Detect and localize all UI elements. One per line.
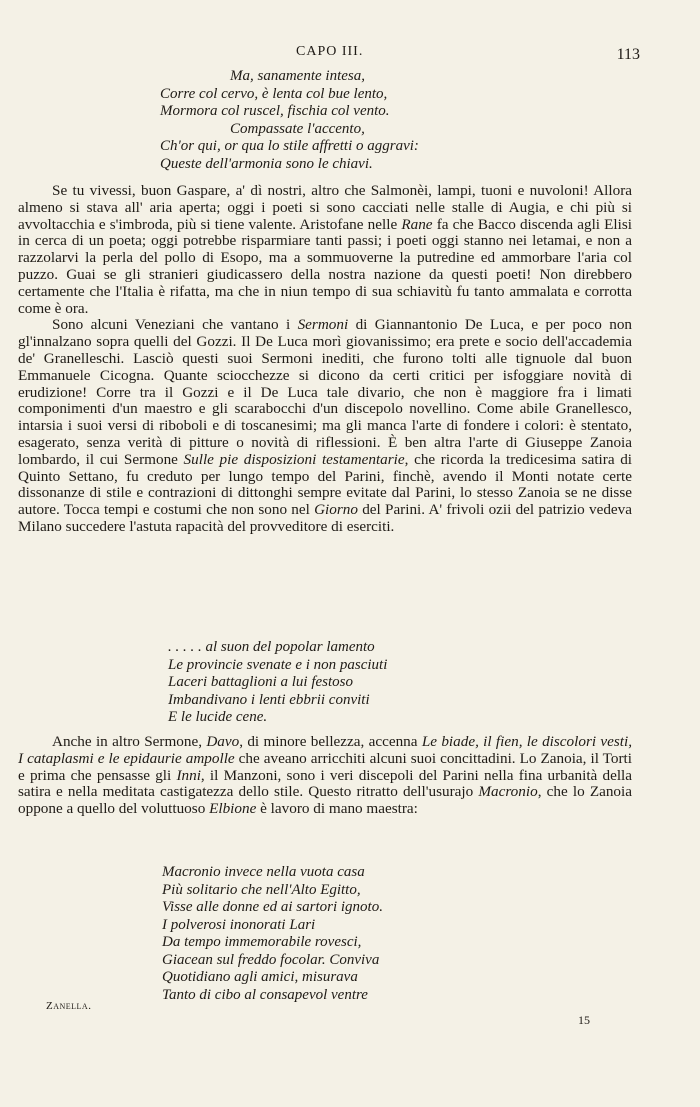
verse-line: Quotidiano agli amici, misurava: [162, 969, 358, 985]
verse-line: . . . . . al suon del popolar lamento: [168, 639, 375, 655]
text-run: , che ricorda la tredicesima satira di Quinto Settano, fu creduto per lungo tempo del Parini, finchè, avendo il Monti notate certe dissonanze di stile e contrazioni di dittonghi sempre evitate dal Parini, lo stesso Zanoia se ne disse autore. Tocca tempi e costumi che non sono nel: [18, 450, 633, 519]
italic-name: Elbione: [209, 800, 257, 818]
verse-quotation-3: [162, 864, 383, 1004]
italic-title: Inni: [176, 766, 201, 784]
text-run: è lavoro di mano maestra:: [256, 800, 418, 818]
verse-line: Le provincie svenate e i non pasciuti: [168, 656, 388, 673]
italic-quote: Le biade, il fien, le discolori vesti, I cataplasmi e le epidaurie ampolle: [18, 733, 633, 767]
verse-line: Queste dell'armonia sono le chiavi.: [160, 155, 373, 172]
verse-line: Compassate l'accento,: [230, 120, 365, 137]
verse-line: Imbandivano i lenti ebbrii conviti: [168, 691, 370, 708]
verse-line: Corre col cervo, è lenta col bue lento,: [160, 85, 388, 102]
verse-line: Giacean sul freddo focolar. Conviva: [162, 951, 380, 968]
verse-line: Ch'or qui, or qua lo stile affretti o aggravi:: [160, 138, 419, 154]
text-run: , il Manzoni, sono i veri discepoli del Parini nella fina urbanità della satira e nella meditata castigatezza dello stile. Questo ritratto dell'usurajo: [18, 766, 633, 801]
italic-title: Rane: [401, 215, 433, 233]
italic-title: Sermoni: [297, 316, 349, 334]
verse-line: Da tempo immemorabile rovesci,: [162, 934, 362, 950]
italic-name: Macronio: [478, 783, 538, 801]
verse-line: I polverosi inonorati Lari: [162, 916, 316, 933]
verse-line: Visse alle donne ed ai sartori ignoto.: [162, 899, 383, 915]
paragraph: [18, 183, 632, 317]
text-run: di Giannantonio De Luca, e per poco non gl'innalzano sopra quelli del Gozzi. Il De Luca morì giovanissimo; era prete e socio dell'accademia de' Granelleschi. Lasciò questi suoi Sermoni inediti, che furono tolti alle tignuole dal buon Emmanuele Cicogna. Quante sciocchezze si dicono da certi critici per isfoggiare novità di erudizione! Corre tra il Gozzi e il De Luca tale divario, che non è maggiore fra i limati componimenti d'un maestro e gli scarabocchi d'un discepolo novellino. Come abile Granellesco, intarsia i suoi versi di riboboli e di toscanesimi; ma gli manca l'arte di fondere i colori: è stentato, esagerato, senza verità di pitture o novità di riflessioni. È ben altra l'arte di Giuseppe Zanoia lombardo, il cui Sermone: [18, 316, 633, 468]
running-head: [0, 44, 700, 66]
verse-line: Mormora col ruscel, fischia col vento.: [160, 103, 390, 119]
text-run: , di minore bellezza, accenna: [239, 733, 422, 750]
verse-quotation-1: [160, 68, 419, 173]
paragraph: [18, 317, 632, 535]
text-run: che aveano arricchiti alcuni suoi concittadini. Lo Zanoia, il Torti e prima che pensasse gli: [18, 749, 632, 784]
text-run: , che lo Zanoia oppone a quello del voluttuoso: [18, 783, 632, 818]
verse-line: Macronio invece nella vuota casa: [162, 864, 365, 880]
prose-block-1: [18, 183, 632, 536]
text-run: Anche in altro Sermone,: [52, 733, 207, 750]
verse-line: E le lucide cene.: [168, 709, 268, 725]
text-run: Se tu vivessi, buon Gaspare, a' dì nostri, altro che Salmonèi, lampi, tuoni e nuvoloni! Allora almeno si stava all' aria aperta; oggi i poeti si sono cacciati nelle stalle di Augia, e chi più si avvoltacchia e s'imbroda, più si tiene valente. Aristofane nelle: [18, 182, 632, 233]
chapter-title: CAPO III.: [296, 44, 364, 59]
verse-line: Ma, sanamente intesa,: [230, 68, 365, 84]
page-number: 113: [616, 46, 640, 63]
text-run: Sono alcuni Veneziani che vantano i: [52, 316, 298, 334]
prose-block-2: [18, 734, 632, 818]
italic-title: Sulle pie disposizioni testamentarie: [183, 450, 405, 468]
verse-quotation-2: [168, 639, 387, 727]
text-run: fa che Bacco discenda agli Elisi in cerca di un poeta; oggi potrebbe risparmiare tanti passi; i poeti oggi stanno nei letamai, e non a razzolarvi la perla del pollo di Esopo, ma a sommuoverne la putredine ed ammorbare l'aria col puzzo. Guai se gli stranieri giudicassero della nostra nazione da questi poeti! Non direbbero certamente che l'Italia è rifatta, ma che in niun tempo di sua schiavitù fu tanto ammalata e corrotta come è ora.: [18, 215, 632, 317]
paragraph: [18, 734, 632, 818]
verse-line: Laceri battaglioni a lui festoso: [168, 674, 354, 690]
signature-number: 15: [578, 1013, 590, 1027]
printer-signature: Zanella.: [46, 1000, 92, 1012]
text-run: del Parini. A' frivoli ozii del patrizio vedeva Milano succedere l'astuta rapacità del provveditore di eserciti.: [18, 501, 632, 535]
italic-title: Davo: [206, 733, 240, 750]
verse-line: Tanto di cibo al consapevol ventre: [162, 986, 368, 1003]
italic-title: Giorno: [314, 501, 358, 519]
verse-line: Più solitario che nell'Alto Egitto,: [162, 881, 361, 898]
